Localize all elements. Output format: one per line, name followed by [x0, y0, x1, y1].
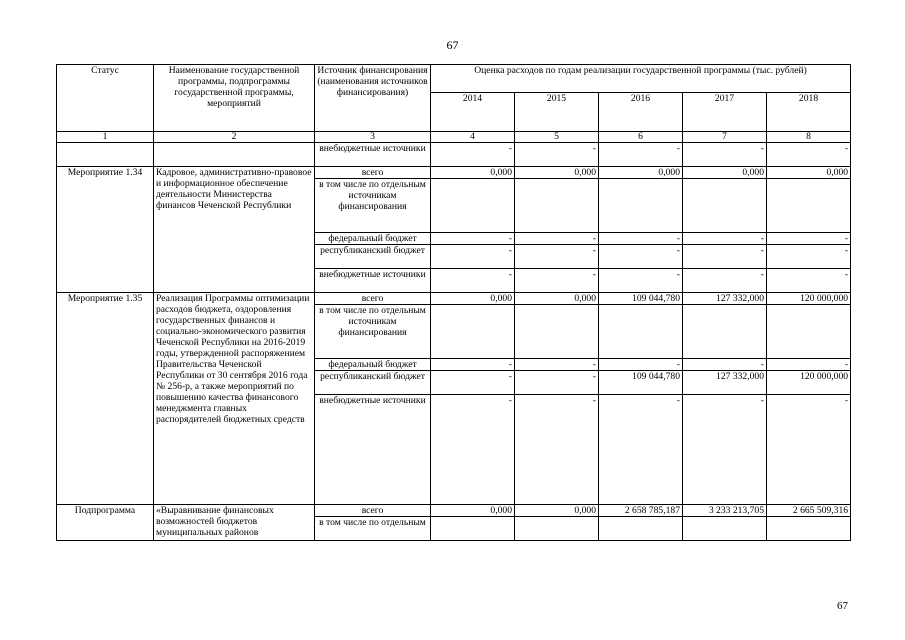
header-year: 2018: [767, 93, 851, 132]
value-cell: [683, 305, 767, 359]
value-cell: -: [431, 143, 515, 167]
value-cell: -: [515, 395, 599, 505]
column-index: 8: [767, 132, 851, 143]
source-cell: в том числе по отдельным источникам финансирования: [315, 305, 431, 359]
source-cell: в том числе по отдельным источникам финансирования: [315, 179, 431, 233]
value-cell: -: [431, 395, 515, 505]
value-cell: 109 044,780: [599, 371, 683, 395]
value-cell: [599, 305, 683, 359]
column-index-row: [57, 132, 851, 143]
value-cell: [515, 305, 599, 359]
value-cell: 120 000,000: [767, 371, 851, 395]
value-cell: -: [431, 269, 515, 293]
page-number-bottom: 67: [837, 600, 848, 612]
status-cell: Мероприятие 1.34: [57, 167, 154, 293]
name-cell: «Выравнивание финансовых возможностей бюджетов муниципальных районов: [154, 505, 315, 541]
value-cell: 0,000: [515, 293, 599, 305]
header-year: 2014: [431, 93, 515, 132]
header-name: Наименование государственной программы, подпрограммы государственной программы, мероприятий: [154, 65, 315, 132]
source-cell: всего: [315, 293, 431, 305]
header-source: Источник финансирования (наименования источников финансирования): [315, 65, 431, 132]
column-index: 7: [683, 132, 767, 143]
source-cell: в том числе по отдельным: [315, 517, 431, 541]
source-cell: внебюджетные источники: [315, 395, 431, 505]
value-cell: 0,000: [431, 505, 515, 517]
value-cell: -: [599, 245, 683, 269]
header-year: 2016: [599, 93, 683, 132]
value-cell: 127 332,000: [683, 293, 767, 305]
budget-table: [56, 64, 851, 541]
value-cell: -: [515, 371, 599, 395]
table-row: [57, 167, 851, 179]
source-cell: республиканский бюджет: [315, 245, 431, 269]
value-cell: 2 658 785,187: [599, 505, 683, 517]
value-cell: [515, 517, 599, 541]
table-row: [57, 143, 851, 167]
value-cell: 0,000: [515, 505, 599, 517]
value-cell: -: [683, 395, 767, 505]
value-cell: -: [431, 245, 515, 269]
value-cell: -: [767, 143, 851, 167]
value-cell: -: [431, 359, 515, 371]
value-cell: [599, 517, 683, 541]
value-cell: [767, 305, 851, 359]
value-cell: [515, 179, 599, 233]
value-cell: -: [515, 143, 599, 167]
name-cell: [154, 143, 315, 167]
value-cell: [683, 517, 767, 541]
header-row: [57, 65, 851, 93]
header-status: Статус: [57, 65, 154, 132]
column-index: 2: [154, 132, 315, 143]
value-cell: -: [767, 269, 851, 293]
value-cell: -: [767, 233, 851, 245]
source-cell: федеральный бюджет: [315, 233, 431, 245]
source-cell: республиканский бюджет: [315, 371, 431, 395]
value-cell: -: [683, 359, 767, 371]
value-cell: -: [599, 269, 683, 293]
value-cell: 3 233 213,705: [683, 505, 767, 517]
value-cell: 0,000: [683, 167, 767, 179]
value-cell: -: [599, 359, 683, 371]
value-cell: [431, 179, 515, 233]
value-cell: 2 665 509,316: [767, 505, 851, 517]
column-index: 5: [515, 132, 599, 143]
value-cell: [767, 179, 851, 233]
value-cell: -: [767, 245, 851, 269]
column-index: 6: [599, 132, 683, 143]
source-cell: внебюджетные источники: [315, 143, 431, 167]
value-cell: [599, 179, 683, 233]
value-cell: -: [431, 233, 515, 245]
value-cell: -: [599, 395, 683, 505]
value-cell: -: [515, 359, 599, 371]
source-cell: всего: [315, 505, 431, 517]
column-index: 4: [431, 132, 515, 143]
value-cell: 0,000: [599, 167, 683, 179]
table-row: [57, 293, 851, 305]
value-cell: 120 000,000: [767, 293, 851, 305]
value-cell: 0,000: [515, 167, 599, 179]
name-cell: Реализация Программы оптимизации расходов бюджета, оздоровления государственных финансов и социально-экономического развития Чеченской Республики на 2016-2019 годы, утвержденной распоряжением Правительства Чеченской Республики от 30 сентября 2016 года № 256-р, а также мероприятий по повышению качества финансового менеджмента главных распорядителей бюджетных средств: [154, 293, 315, 505]
value-cell: -: [515, 233, 599, 245]
value-cell: -: [515, 245, 599, 269]
value-cell: 0,000: [431, 293, 515, 305]
header-year: 2015: [515, 93, 599, 132]
value-cell: -: [683, 143, 767, 167]
header-year: 2017: [683, 93, 767, 132]
value-cell: [683, 179, 767, 233]
header-estimate: Оценка расходов по годам реализации государственной программы (тыс. рублей): [431, 65, 851, 93]
value-cell: 0,000: [767, 167, 851, 179]
value-cell: -: [599, 233, 683, 245]
column-index: 1: [57, 132, 154, 143]
value-cell: [767, 517, 851, 541]
status-cell: Подпрограмма: [57, 505, 154, 541]
value-cell: -: [431, 371, 515, 395]
page-number-top: 67: [446, 38, 459, 52]
column-index: 3: [315, 132, 431, 143]
value-cell: 127 332,000: [683, 371, 767, 395]
value-cell: [431, 305, 515, 359]
value-cell: -: [599, 143, 683, 167]
value-cell: -: [683, 245, 767, 269]
status-cell: [57, 143, 154, 167]
value-cell: 0,000: [431, 167, 515, 179]
value-cell: [431, 517, 515, 541]
source-cell: федеральный бюджет: [315, 359, 431, 371]
source-cell: всего: [315, 167, 431, 179]
value-cell: 109 044,780: [599, 293, 683, 305]
value-cell: -: [767, 395, 851, 505]
table-row: [57, 505, 851, 517]
value-cell: -: [683, 269, 767, 293]
value-cell: -: [683, 233, 767, 245]
value-cell: -: [767, 359, 851, 371]
value-cell: -: [515, 269, 599, 293]
name-cell: Кадровое, административно-правовое и информационное обеспечение деятельности Министерства финансов Чеченской Республики: [154, 167, 315, 293]
status-cell: Мероприятие 1.35: [57, 293, 154, 505]
source-cell: внебюджетные источники: [315, 269, 431, 293]
